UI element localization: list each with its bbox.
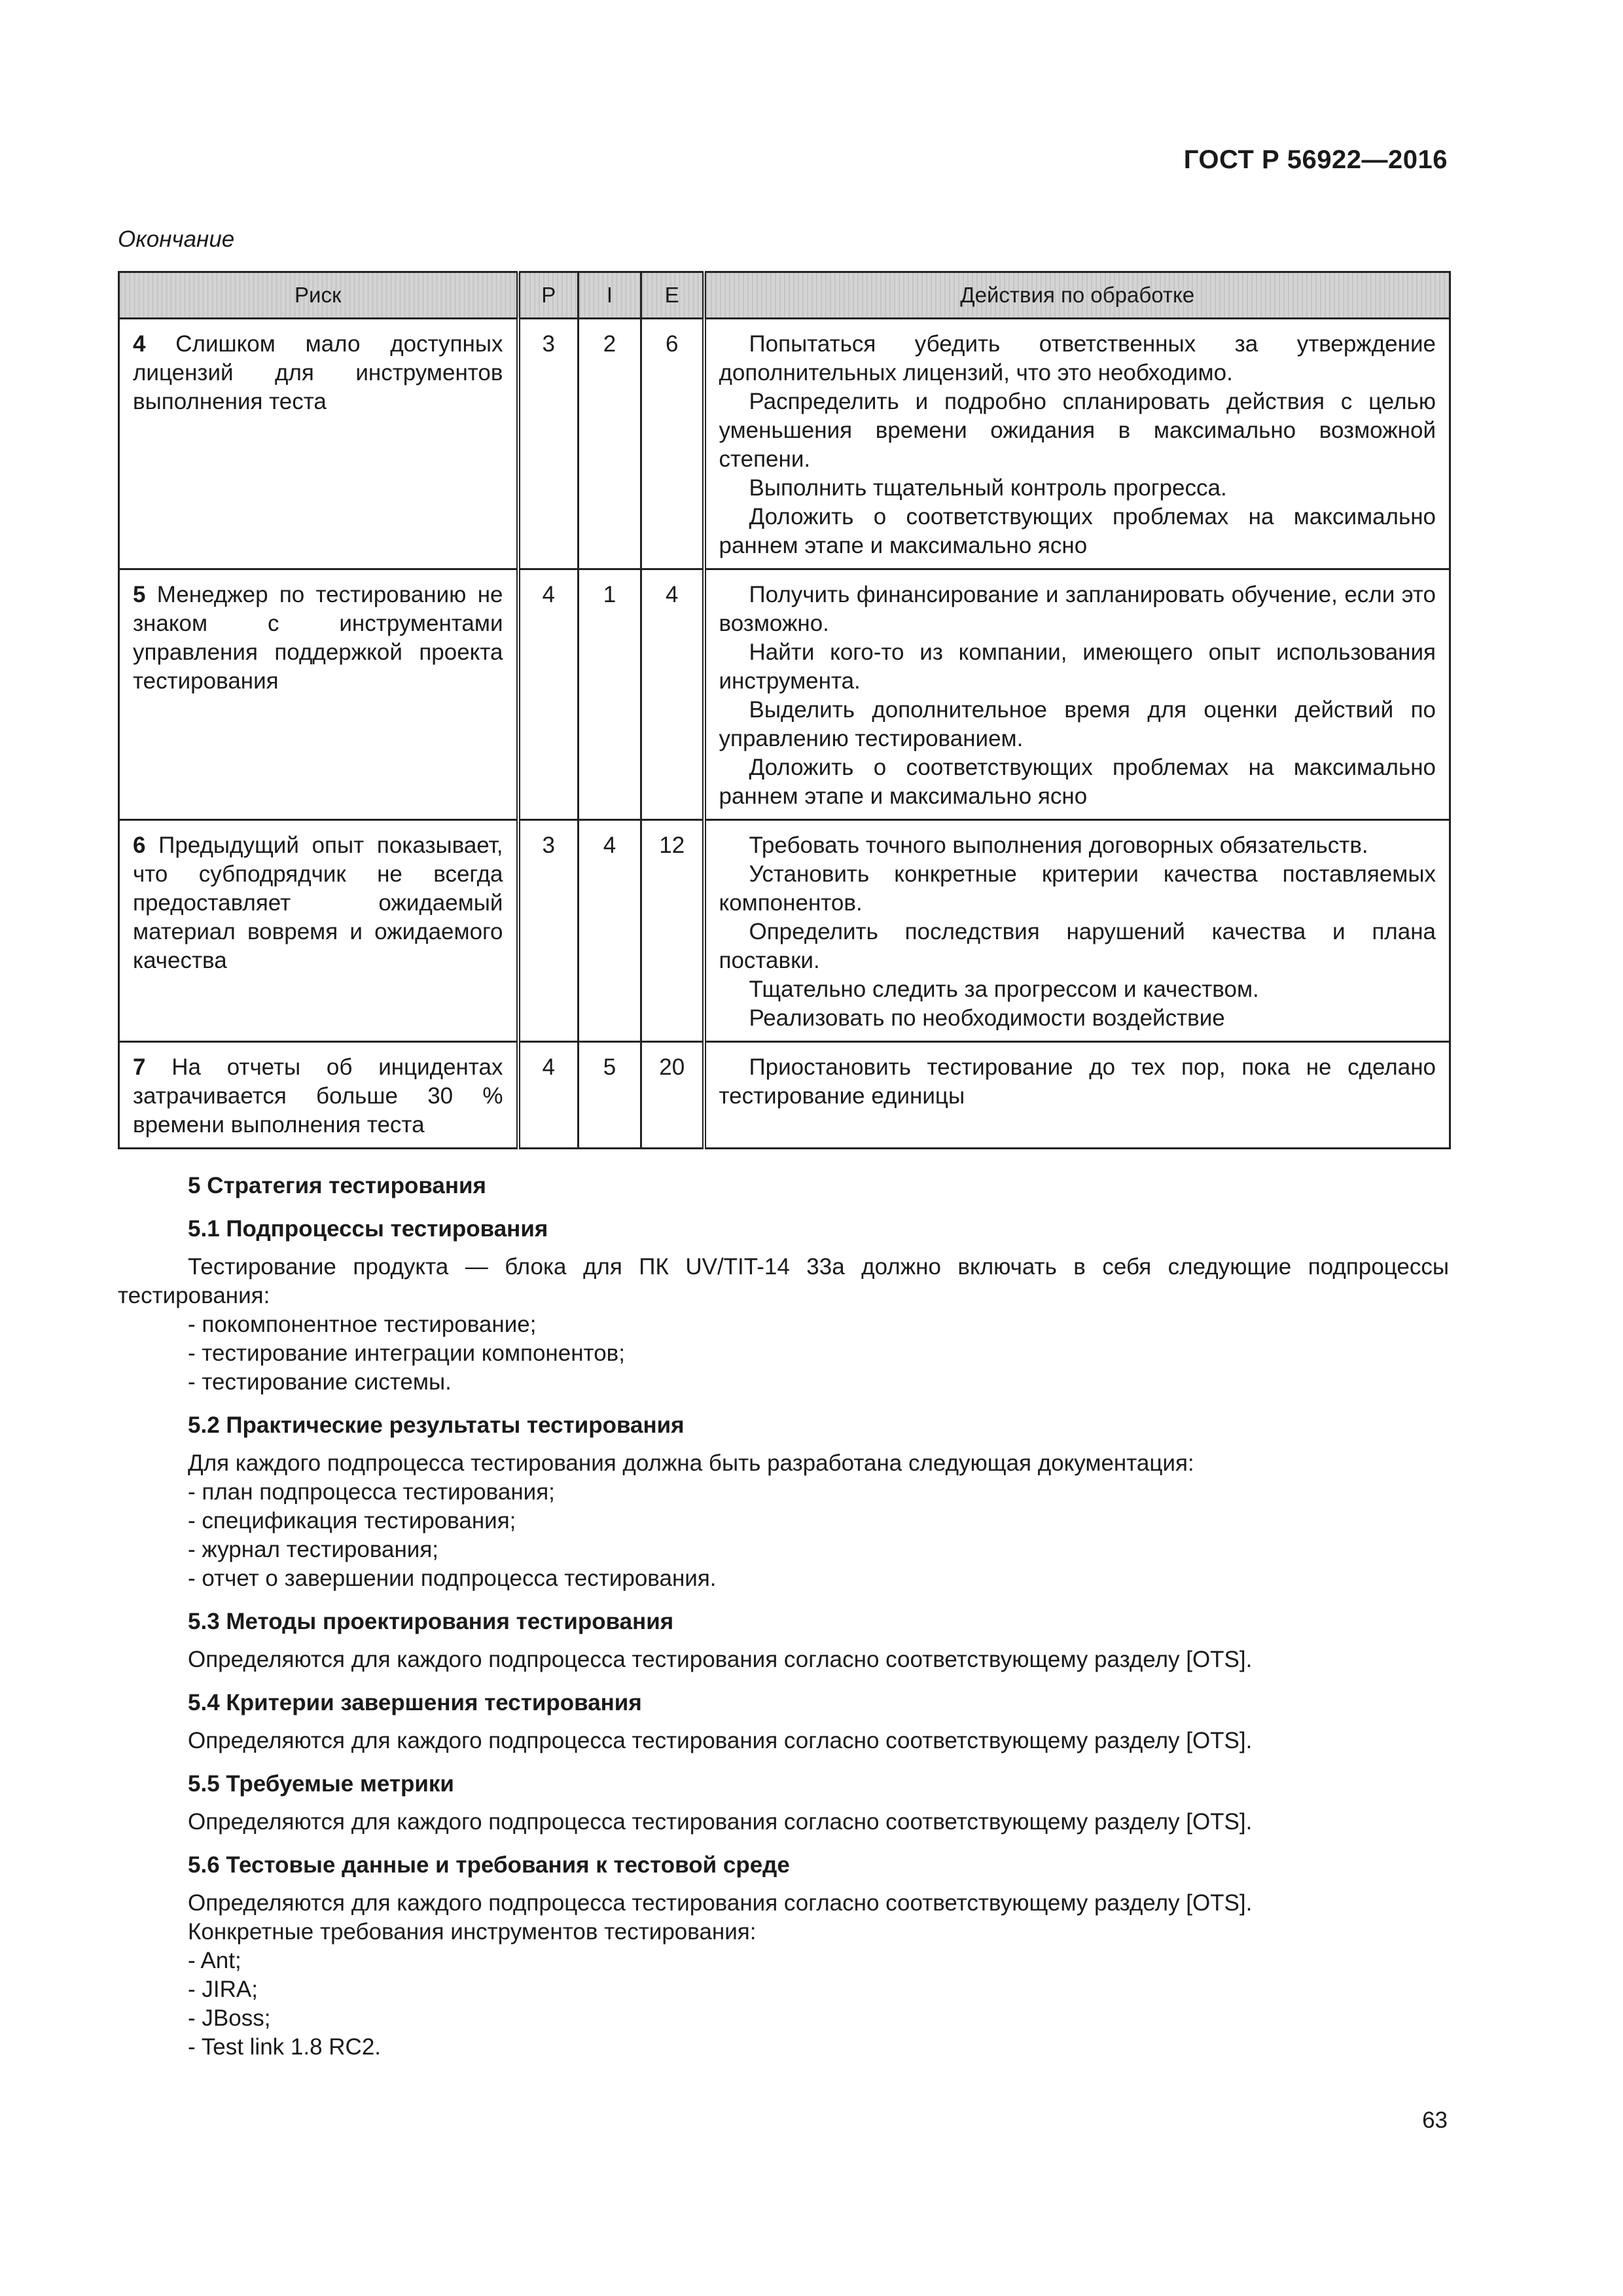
column-header-e: E	[641, 272, 704, 319]
paragraph: Определяются для каждого подпроцесса тестирования согласно соответствующему разделу [OTS].	[188, 1647, 1253, 1672]
section-heading: 5.5 Требуемые метрики	[188, 1771, 454, 1797]
column-header-p: P	[518, 272, 579, 319]
list-item: - тестирование системы.	[188, 1369, 452, 1395]
impact-value: 2	[579, 319, 641, 569]
table-row	[119, 1042, 1450, 1149]
document-code: ГОСТ Р 56922—2016	[1183, 145, 1448, 174]
section-heading: 5.6 Тестовые данные и требования к тестовой среде	[188, 1852, 790, 1878]
list-item: - спецификация тестирования;	[188, 1508, 516, 1534]
column-header-actions: Действия по обработке	[704, 272, 1450, 319]
risk-text: На отчеты об инцидентах затрачивается больше 30 % времени выполнения теста	[133, 1054, 503, 1138]
action-item: Требовать точного выполнения договорных обязательств.	[749, 833, 1368, 858]
probability-value: 4	[518, 1042, 579, 1149]
section-heading: 5.4 Критерии завершения тестирования	[188, 1690, 642, 1715]
treatment-actions	[704, 1042, 1450, 1149]
table-row	[119, 820, 1450, 1042]
risk-description	[119, 319, 518, 569]
list-item: - план подпроцесса тестирования;	[188, 1479, 555, 1505]
action-item: Доложить о соответствующих проблемах на максимально раннем этапе и максимально ясно	[719, 755, 1436, 809]
table-continuation-caption: Окончание	[118, 226, 235, 252]
risk-number: 4	[133, 331, 146, 357]
treatment-actions	[704, 820, 1450, 1042]
risk-text: Предыдущий опыт показывает, что субподрядчик не всегда предоставляет ожидаемый материал вовремя и ожидаемого качества	[133, 833, 503, 973]
exposure-value: 12	[641, 820, 704, 1042]
impact-value: 4	[579, 820, 641, 1042]
action-item: Приостановить тестирование до тех пор, пока не сделано тестирование единицы	[719, 1054, 1436, 1109]
paragraph: Для каждого подпроцесса тестирования должна быть разработана следующая документация:	[188, 1450, 1194, 1476]
action-item: Установить конкретные критерии качества поставляемых компонентов.	[719, 861, 1436, 916]
paragraph: Тестирование продукта — блока для ПК UV/TIT-14 33a должно включать в себя следующие подпроцессы тестирования:	[118, 1254, 1449, 1308]
list-item: - JBoss;	[188, 2005, 271, 2031]
risk-number: 6	[133, 833, 146, 858]
risk-text: Слишком мало доступных лицензий для инструментов выполнения теста	[133, 331, 503, 414]
column-header-i: I	[579, 272, 641, 319]
risk-number: 5	[133, 582, 146, 607]
action-item: Попытаться убедить ответственных за утверждение дополнительных лицензий, что это необходимо.	[719, 331, 1436, 386]
probability-value: 3	[518, 820, 579, 1042]
list-item: - Test link 1.8 RC2.	[188, 2034, 382, 2060]
list-item: - журнал тестирования;	[188, 1537, 439, 1562]
action-item: Тщательно следить за прогрессом и качеством.	[749, 977, 1259, 1002]
paragraph: Конкретные требования инструментов тестирования:	[188, 1919, 757, 1945]
list-item: - покомпонентное тестирование;	[188, 1312, 537, 1337]
probability-value: 4	[518, 569, 579, 820]
action-item: Доложить о соответствующих проблемах на максимально раннем этапе и максимально ясно	[719, 504, 1436, 558]
exposure-value: 6	[641, 319, 704, 569]
risk-description	[119, 569, 518, 820]
probability-value: 3	[518, 319, 579, 569]
treatment-actions	[704, 319, 1450, 569]
section-heading: 5 Стратегия тестирования	[188, 1173, 486, 1198]
section-heading: 5.1 Подпроцессы тестирования	[188, 1216, 548, 1242]
action-item: Выполнить тщательный контроль прогресса.	[749, 475, 1227, 501]
paragraph: Определяются для каждого подпроцесса тестирования согласно соответствующему разделу [OTS].	[188, 1890, 1253, 1916]
table-row	[119, 319, 1450, 569]
column-header-risk: Риск	[119, 272, 518, 319]
table-row	[119, 569, 1450, 820]
action-item: Найти кого-то из компании, имеющего опыт использования инструмента.	[719, 639, 1436, 694]
page-number: 63	[1422, 2108, 1448, 2133]
list-item: - JIRA;	[188, 1977, 258, 2002]
exposure-value: 4	[641, 569, 704, 820]
list-item: - тестирование интеграции компонентов;	[188, 1340, 625, 1366]
section-heading: 5.2 Практические результаты тестирования	[188, 1412, 685, 1438]
exposure-value: 20	[641, 1042, 704, 1149]
action-item: Определить последствия нарушений качества и плана поставки.	[719, 919, 1436, 973]
action-item: Реализовать по необходимости воздействие	[749, 1005, 1225, 1031]
treatment-actions	[704, 569, 1450, 820]
risk-table-header	[119, 272, 1450, 319]
risk-text: Менеджер по тестированию не знаком с инструментами управления поддержкой проекта тестирования	[133, 582, 503, 694]
risk-description	[119, 1042, 518, 1149]
impact-value: 5	[579, 1042, 641, 1149]
list-item: - Ant;	[188, 1948, 241, 1973]
paragraph: Определяются для каждого подпроцесса тестирования согласно соответствующему разделу [OTS].	[188, 1809, 1253, 1835]
action-item: Получить финансирование и запланировать обучение, если это возможно.	[719, 582, 1436, 636]
action-item: Распределить и подробно спланировать действия с целью уменьшения времени ожидания в максимально возможной степени.	[719, 389, 1436, 472]
risk-description	[119, 820, 518, 1042]
paragraph: Определяются для каждого подпроцесса тестирования согласно соответствующему разделу [OTS].	[188, 1728, 1253, 1753]
list-item: - отчет о завершении подпроцесса тестирования.	[188, 1566, 717, 1591]
risk-number: 7	[133, 1054, 146, 1080]
section-heading: 5.3 Методы проектирования тестирования	[188, 1609, 674, 1634]
impact-value: 1	[579, 569, 641, 820]
action-item: Выделить дополнительное время для оценки действий по управлению тестированием.	[719, 697, 1436, 751]
risk-table	[118, 271, 1451, 1149]
document-body	[118, 1172, 1449, 2062]
